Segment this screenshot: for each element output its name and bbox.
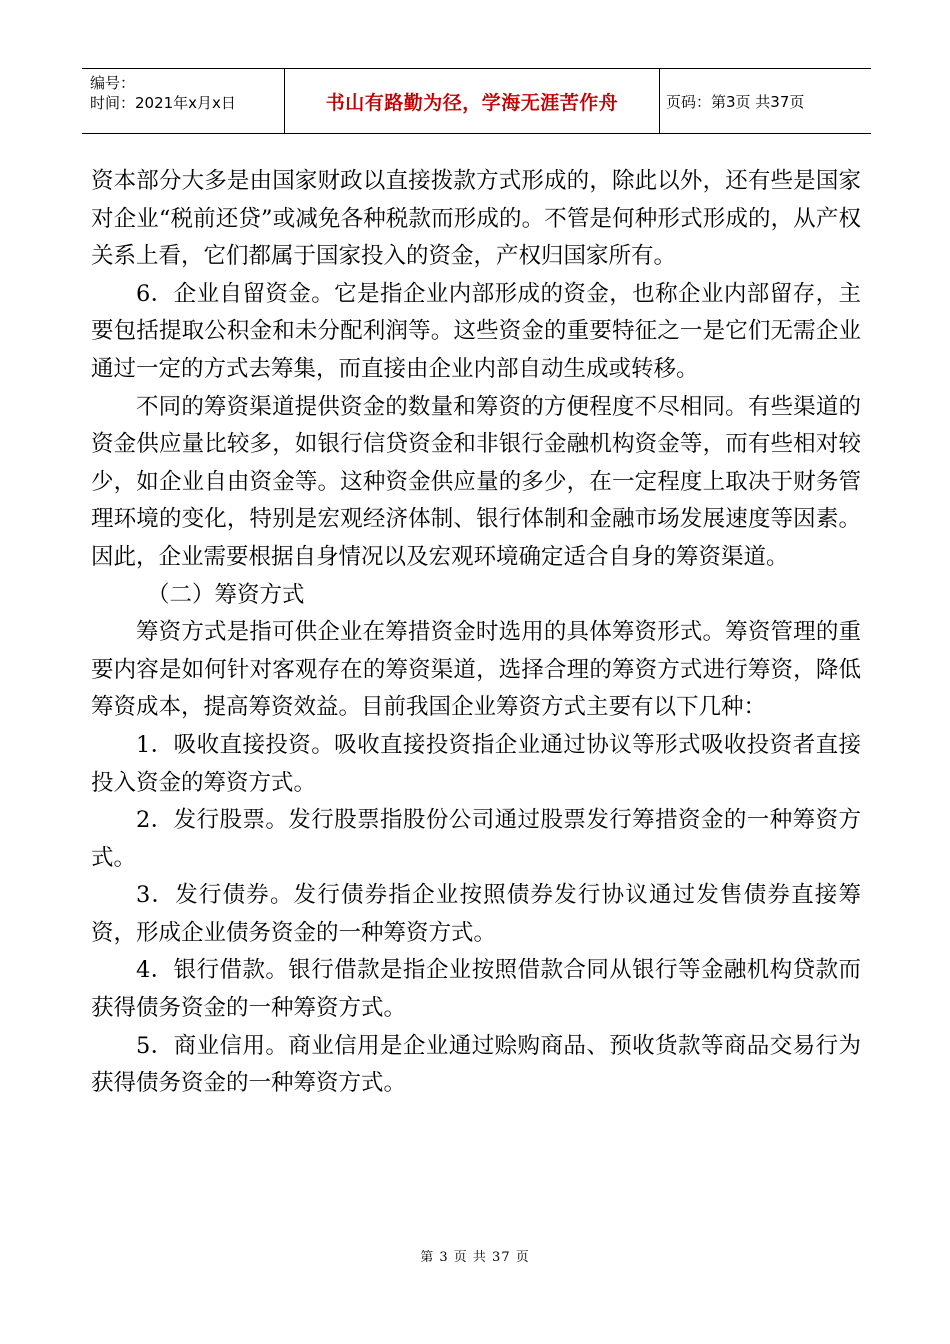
paragraph: 资本部分大多是由国家财政以直接拨款方式形成的，除此以外，还有些是国家对企业“税前还贷”或减免各种税款而形成的。不管是何种形式形成的，从产权关系上看，它们都属于国家投入的资金，产权归国家所有。 xyxy=(91,168,861,270)
document-header xyxy=(82,68,871,134)
paragraph: 4．银行借款。银行借款是指企业按照借款合同从银行等金融机构贷款而获得债务资金的一种筹资方式。 xyxy=(91,957,861,1022)
paragraph: 2．发行股票。发行股票指股份公司通过股票发行筹措资金的一种筹资方式。 xyxy=(91,807,861,871)
page-footer: 第 3 页 共 37 页 xyxy=(420,1250,530,1265)
paragraph: 5．商业信用。商业信用是企业通过赊购商品、预收货款等商品交易行为获得债务资金的一种筹资方式。 xyxy=(91,1032,861,1097)
paragraph: 1．吸收直接投资。吸收直接投资指企业通过协议等形式吸收投资者直接投入资金的筹资方式。 xyxy=(91,731,861,796)
header-meta-cell xyxy=(82,69,285,133)
document-time-label: 时间：2021年x月x日 xyxy=(90,94,236,112)
header-page-info: 页码：第3页 共37页 xyxy=(666,92,805,111)
paragraph: 不同的筹资渠道提供资金的数量和筹资的方便程度不尽相同。有些渠道的资金供应量比较多，如银行信贷资金和非银行金融机构资金等，而有些相对较少，如企业自由资金等。这种资金供应量的多少，在一定程度上取决于财务管理环境的变化，特别是宏观经济体制、银行体制和金融市场发展速度等因素。因此，企业需要根据自身情况以及宏观环境确定适合自身的筹资渠道。 xyxy=(91,393,861,570)
document-body xyxy=(91,163,861,1103)
paragraph: 筹资方式是指可供企业在筹措资金时选用的具体筹资形式。筹资管理的重要内容是如何针对客观存在的筹资渠道，选择合理的筹资方式进行筹资，降低筹资成本，提高筹资效益。目前我国企业筹资方式主要有以下几种： xyxy=(91,619,861,721)
document-number-label: 编号： xyxy=(90,74,136,92)
section-heading: （二）筹资方式 xyxy=(147,581,305,608)
paragraph: 6．企业自留资金。它是指企业内部形成的资金，也称企业内部留存，主要包括提取公积金和未分配利润等。这些资金的重要特征之一是它们无需企业通过一定的方式去筹集，而直接由企业内部自动生成或转移。 xyxy=(91,280,861,382)
paragraph: 3．发行债券。发行债券指企业按照债券发行协议通过发售债券直接筹资，形成企业债务资金的一种筹资方式。 xyxy=(91,882,861,946)
header-motto: 书山有路勤为径，学海无涯苦作舟 xyxy=(285,69,660,133)
